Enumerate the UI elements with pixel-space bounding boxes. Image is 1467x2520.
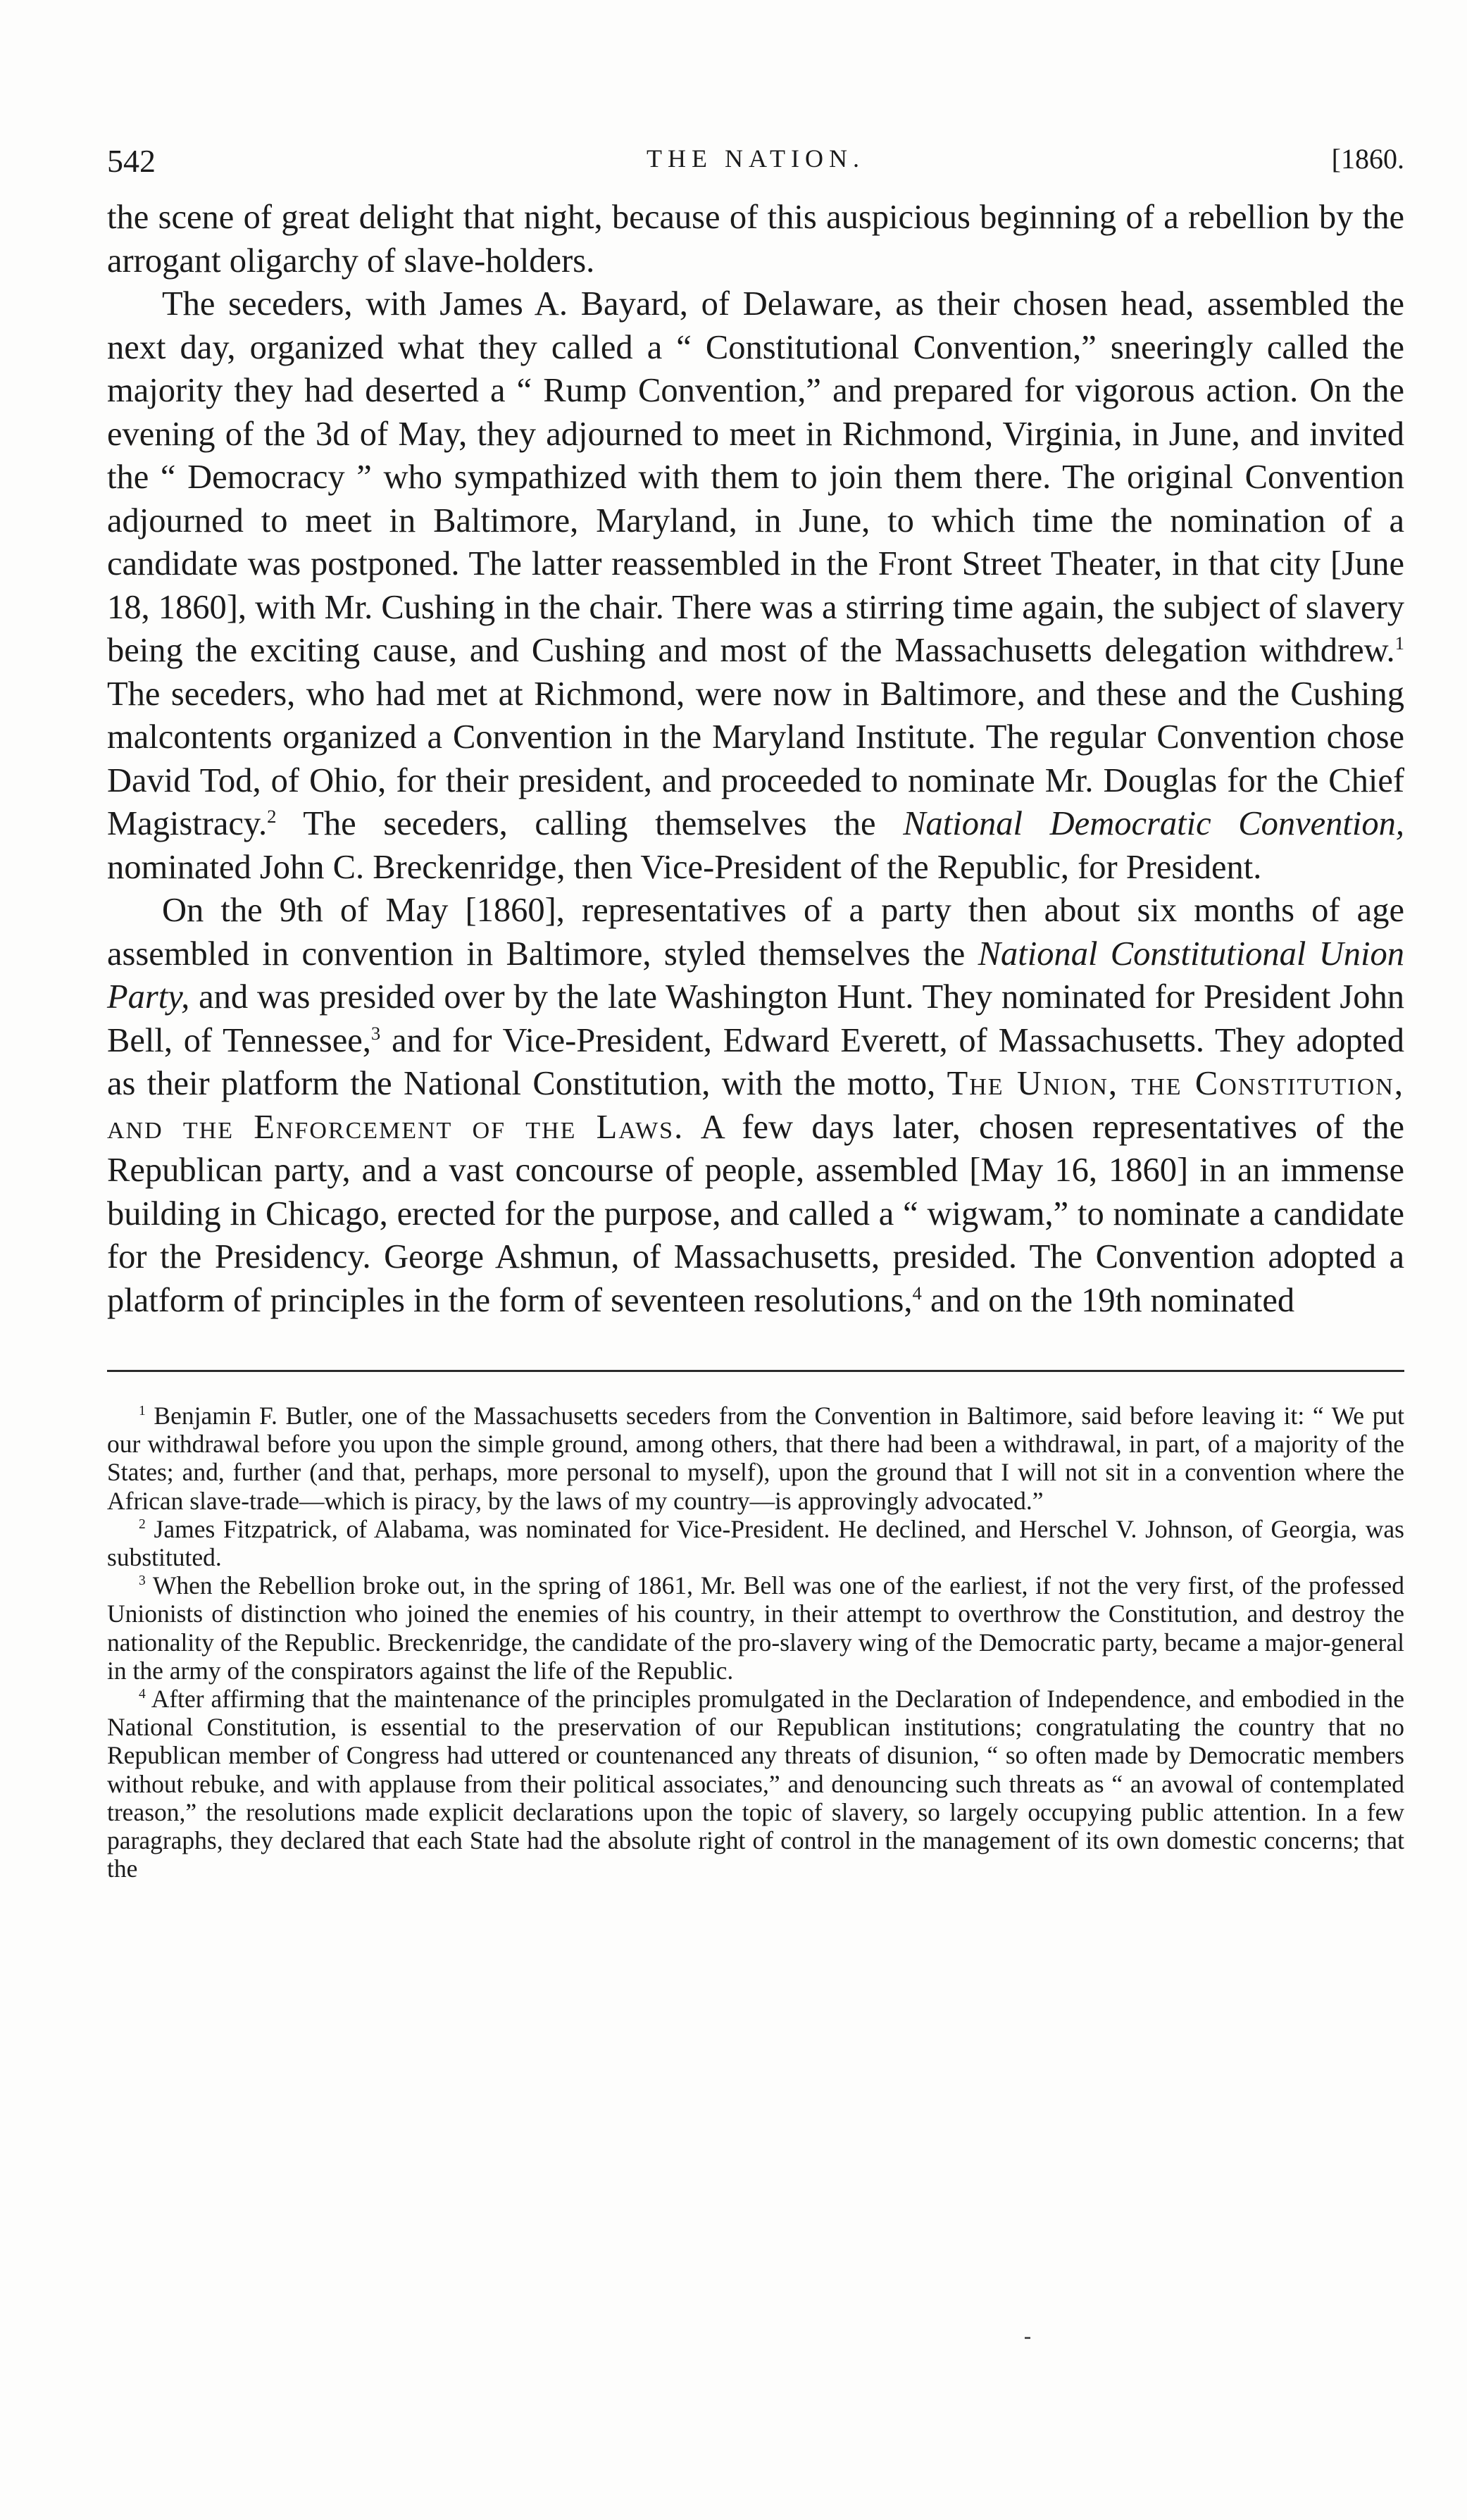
paragraph-2: The seceders, with James A. Bayard, of Delaware, as their chosen head, assembled the next day, organized what they called a “ Constitutional Convention,” sneeringly called the majority they had deserted a “ Rump Convention,” and prepared for vigorous action. On the evening of the 3d of May, they adjourned to meet in Richmond, Virginia, in June, and invited the “ Democracy ” who sympathized with them to join them there. The original Convention adjourned to meet in Baltimore, Maryland, in June, to which time the nomination of a candidate was postponed. The latter reassembled in the Front Street Theater, in that city [June 18, 1860], with Mr. Cushing in the chair. There was a stirring time again, the subject of slavery being the exciting cause, and Cushing and most of the Massachusetts delegation withdrew.$^1$ The seceders, who had met at Richmond, were now in Baltimore, and these and the Cushing malcontents organized a Convention in the Maryland Institute. The regular Convention chose David Tod, of Ohio, for their president, and proceeded to nominate Mr. Douglas for the Chief Magistracy.$^2$ The seceders, calling themselves the National Democratic Convention, nominated John C. Breckenridge, then Vice-President of the Republic, for President. <box>107 285 1404 886</box>
running-header <box>107 134 1404 183</box>
print-speck <box>1025 2337 1030 2339</box>
running-title: THE NATION. <box>647 144 865 173</box>
footnote-ref-1: 1 <box>1394 632 1404 654</box>
italic-party-name: National Constitutional Union Party, <box>107 935 1404 1016</box>
paragraph-3: On the 9th of May [1860], representatives of a party then about six months of age assembled in convention in Baltimore, styled themselves the National Constitutional Union Party, and was presided over by the late Washington Hunt. They nominated for President John Bell, of Tennessee,$^3$ and for Vice-President, Edward Everett, of Massachusetts. They adopted as their platform the National Constitution, with the motto, The Union, the Constitution, and the Enforcement of the Laws. A few days later, chosen representatives of the Republican party, and a vast concourse of people, assembled [May 16, 1860] in an immense building in Chicago, erected for the purpose, and called a “ wigwam,” to nominate a candidate for the Presidency. George Ashmun, of Massachusetts, presided. The Convention adopted a platform of principles in the form of seventeen resolutions,$^4$ and on the 19th nominated <box>107 892 1404 1319</box>
footnote-1: $^1$ Benjamin F. Butler, one of the Massachusetts seceders from the Convention in Baltimore, said before leaving it: “ We put our withdrawal before you upon the simple ground, among others, that there had been a withdrawal, in part, of a majority of the States; and, further (and that, perhaps, more personal to myself), upon the ground that I will not sit in a convention where the African slave-trade—which is piracy, by the laws of my country—is approvingly advocated.” <box>107 1402 1404 1515</box>
book-page <box>107 134 1404 1883</box>
main-text <box>107 196 1404 1322</box>
page-number: 542 <box>107 143 156 179</box>
italic-convention-name: National Democratic Convention, <box>903 805 1404 842</box>
paragraph-1: the scene of great delight that night, because of this auspicious beginning of a rebellion by the arrogant oligarchy of slave-holders. <box>107 199 1404 280</box>
footnote-ref-4: 4 <box>912 1282 922 1304</box>
footnote-divider <box>107 1370 1404 1372</box>
small-caps-motto: The Union, the Constitution, and the Enforcement of the Laws. <box>107 1065 1404 1146</box>
footnote-4: $^4$ After affirming that the maintenance of the principles promulgated in the Declaration of Independence, and embodied in the National Constitution, is essential to the preservation of our Republican institutions; congratulating the country that no Republican member of Congress had uttered or countenanced any threats of disunion, “ so often made by Democratic members without rebuke, and with applause from their political associates,” and denouncing such threats as “ an avowal of contemplated treason,” the resolutions made explicit declarations upon the topic of slavery, so largely occupying public attention. In a few paragraphs, they declared that each State had the absolute right of control in the management of its own domestic concerns; that the <box>107 1685 1404 1883</box>
footnote-2: $^2$ James Fitzpatrick, of Alabama, was nominated for Vice-President. He declined, and Herschel V. Johnson, of Georgia, was substituted. <box>107 1514 1404 1572</box>
footnotes <box>107 1402 1404 1883</box>
footnote-ref-2: 2 <box>267 805 277 827</box>
footnote-ref-3: 3 <box>370 1022 381 1044</box>
footnote-3: $^3$ When the Rebellion broke out, in the spring of 1861, Mr. Bell was one of the earliest, if not the very first, of the professed Unionists of distinction who joined the enemies of his country, in their attempt to overthrow the Constitution, and destroy the nationality of the Republic. Breckenridge, the candidate of the pro-slavery wing of the Democratic party, became a major-general in the army of the conspirators against the life of the Republic. <box>107 1571 1404 1685</box>
header-year: [1860. <box>1331 143 1404 175</box>
